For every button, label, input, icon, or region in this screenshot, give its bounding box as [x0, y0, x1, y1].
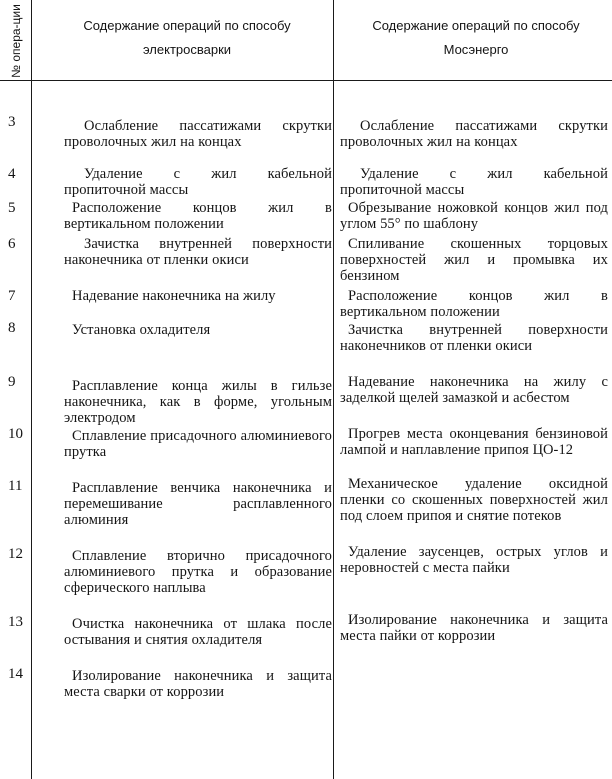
row-number: 9 — [8, 374, 16, 390]
column-header-mosenergo: Содержание операций по способу Мосэнерго — [372, 18, 580, 57]
operation-electrowelding: Надевание наконечника на жилу — [72, 288, 276, 304]
operation-electrowelding: Расплавление конца жилы в гильзе наконечника, как в форме, угольным электродом — [64, 378, 332, 426]
header-rule — [0, 80, 612, 81]
row-number: 3 — [8, 114, 16, 130]
row-number: 4 — [8, 166, 16, 182]
operation-electrowelding: Изолирование наконечника и защита места сварки от коррозии — [64, 668, 332, 700]
row-number: 12 — [8, 546, 23, 562]
column-divider — [333, 0, 334, 779]
operation-electrowelding: Очистка наконечника от шлака после остывания и снятия охладителя — [64, 616, 332, 648]
operation-electrowelding: Сплавление вторично присадочного алюминиевого прутка и образование сферического наплыва — [64, 548, 332, 596]
operation-mosenergo: Удаление с жил кабельной пропиточной массы — [340, 166, 608, 198]
operation-mosenergo: Зачистка внутренней поверхности наконечников от пленки окиси — [340, 322, 608, 354]
operation-electrowelding: Ослабление пассатижами скрутки проволочных жил на концах — [64, 118, 332, 150]
operation-mosenergo: Изолирование наконечника и защита места пайки от коррозии — [340, 612, 608, 644]
operation-mosenergo: Надевание наконечника на жилу с заделкой щелей замазкой и асбестом — [340, 374, 608, 406]
operation-mosenergo: Расположение концов жил в вертикальном положении — [340, 288, 608, 320]
operation-electrowelding: Зачистка внутренней поверхности наконечника от пленки окиси — [64, 236, 332, 268]
operation-mosenergo: Обрезывание ножовкой концов жил под углом 55° по шаблону — [340, 200, 608, 232]
row-number: 10 — [8, 426, 23, 442]
operation-electrowelding: Удаление с жил кабельной пропиточной массы — [64, 166, 332, 198]
operation-electrowelding: Установка охладителя — [72, 322, 211, 338]
column-header-electrowelding: Содержание операций по способу электросварки — [83, 18, 291, 57]
operation-mosenergo: Ослабление пассатижами скрутки проволочных жил на концах — [340, 118, 608, 150]
row-number: 5 — [8, 200, 16, 216]
operation-mosenergo: Прогрев места оконцевания бензиновой лампой и наплавление припоя ЦО-12 — [340, 426, 608, 458]
row-number: 14 — [8, 666, 23, 682]
operation-electrowelding: Расплавление венчика наконечника и перемешивание расплавленного алюминия — [64, 480, 332, 528]
row-number: 11 — [8, 478, 23, 494]
operation-electrowelding: Расположение концов жил в вертикальном положении — [64, 200, 332, 232]
row-number: 6 — [8, 236, 16, 252]
row-number: 8 — [8, 320, 16, 336]
operation-electrowelding: Сплавление присадочного алюминиевого прутка — [64, 428, 332, 460]
row-number: 13 — [8, 614, 23, 630]
column-header-number: № опера-ции — [9, 4, 23, 78]
row-number: 7 — [8, 288, 16, 304]
operation-mosenergo: Спиливание скошенных торцовых поверхностей жил и промывка их бензином — [340, 236, 608, 284]
operation-mosenergo: Удаление заусенцев, острых углов и неровностей с места пайки — [340, 544, 608, 576]
operation-mosenergo: Механическое удаление оксидной пленки со скошенных поверхностей жил под слоем припоя и снятие потеков — [340, 476, 608, 524]
